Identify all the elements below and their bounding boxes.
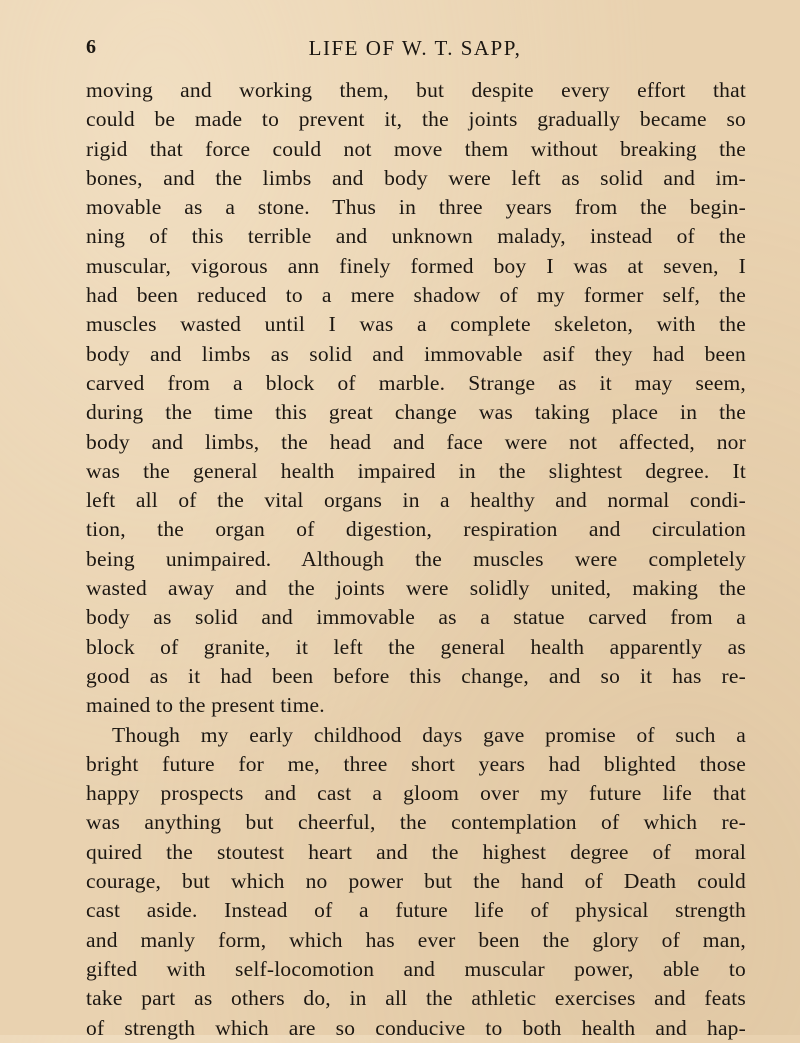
text-line: mained to the present time. [86, 693, 325, 718]
text-line: body and limbs as solid and immovable asif they had been [86, 341, 746, 366]
text-line: ning of this terrible and unknown malady, instead of the [86, 224, 746, 249]
text-line: wasted away and the joints were solidly united, making the [86, 576, 746, 601]
text-line: block of granite, it left the general health apparently as [86, 634, 746, 659]
text-line: could be made to prevent it, the joints gradually became so [86, 107, 746, 132]
text-line: muscles wasted until I was a complete skeleton, with the [86, 312, 746, 337]
text-line: of strength which are so conducive to both health and hap- [86, 1015, 746, 1040]
text-line: movable as a stone. Thus in three years from the begin- [86, 195, 746, 220]
text-line: was the general health impaired in the slightest degree. It [86, 458, 746, 483]
text-line: rigid that force could not move them without breaking the [86, 136, 746, 161]
text-line: during the time this great change was taking place in the [86, 400, 746, 425]
text-line: quired the stoutest heart and the highest degree of moral [86, 839, 746, 864]
text-line: was anything but cheerful, the contemplation of which re- [86, 810, 746, 835]
text-line: Though my early childhood days gave promise of such a [112, 722, 746, 747]
running-head: LIFE OF W. T. SAPP, [308, 36, 522, 60]
text-line: happy prospects and cast a gloom over my future life that [86, 781, 746, 806]
text-line: cast aside. Instead of a future life of physical strength [86, 898, 746, 923]
text-line: moving and working them, but despite every effort that [86, 78, 746, 102]
page-header [86, 36, 744, 76]
text-line: being unimpaired. Although the muscles were completely [86, 546, 746, 571]
text-line: muscular, vigorous ann finely formed boy I was at seven, I [86, 253, 746, 278]
text-line: tion, the organ of digestion, respiration and circulation [86, 517, 746, 542]
text-line: bright future for me, three short years had blighted those [86, 751, 746, 776]
text-line: and manly form, which has ever been the glory of man, [86, 927, 746, 952]
text-line: had been reduced to a mere shadow of my former self, the [86, 283, 746, 308]
page-number: 6 [86, 36, 96, 58]
text-line: take part as others do, in all the athletic exercises and feats [86, 986, 746, 1011]
text-line: courage, but which no power but the hand of Death could [86, 869, 746, 894]
text-line: gifted with self-locomotion and muscular power, able to [86, 956, 746, 981]
text-line: body and limbs, the head and face were not affected, nor [86, 429, 746, 454]
text-line: body as solid and immovable as a statue carved from a [86, 605, 746, 630]
text-line: bones, and the limbs and body were left as solid and im- [86, 165, 746, 190]
body-text [86, 76, 746, 1043]
text-line: good as it had been before this change, and so it has re- [86, 663, 746, 688]
text-line: carved from a block of marble. Strange as it may seem, [86, 370, 746, 395]
text-line: left all of the vital organs in a healthy and normal condi- [86, 488, 746, 513]
